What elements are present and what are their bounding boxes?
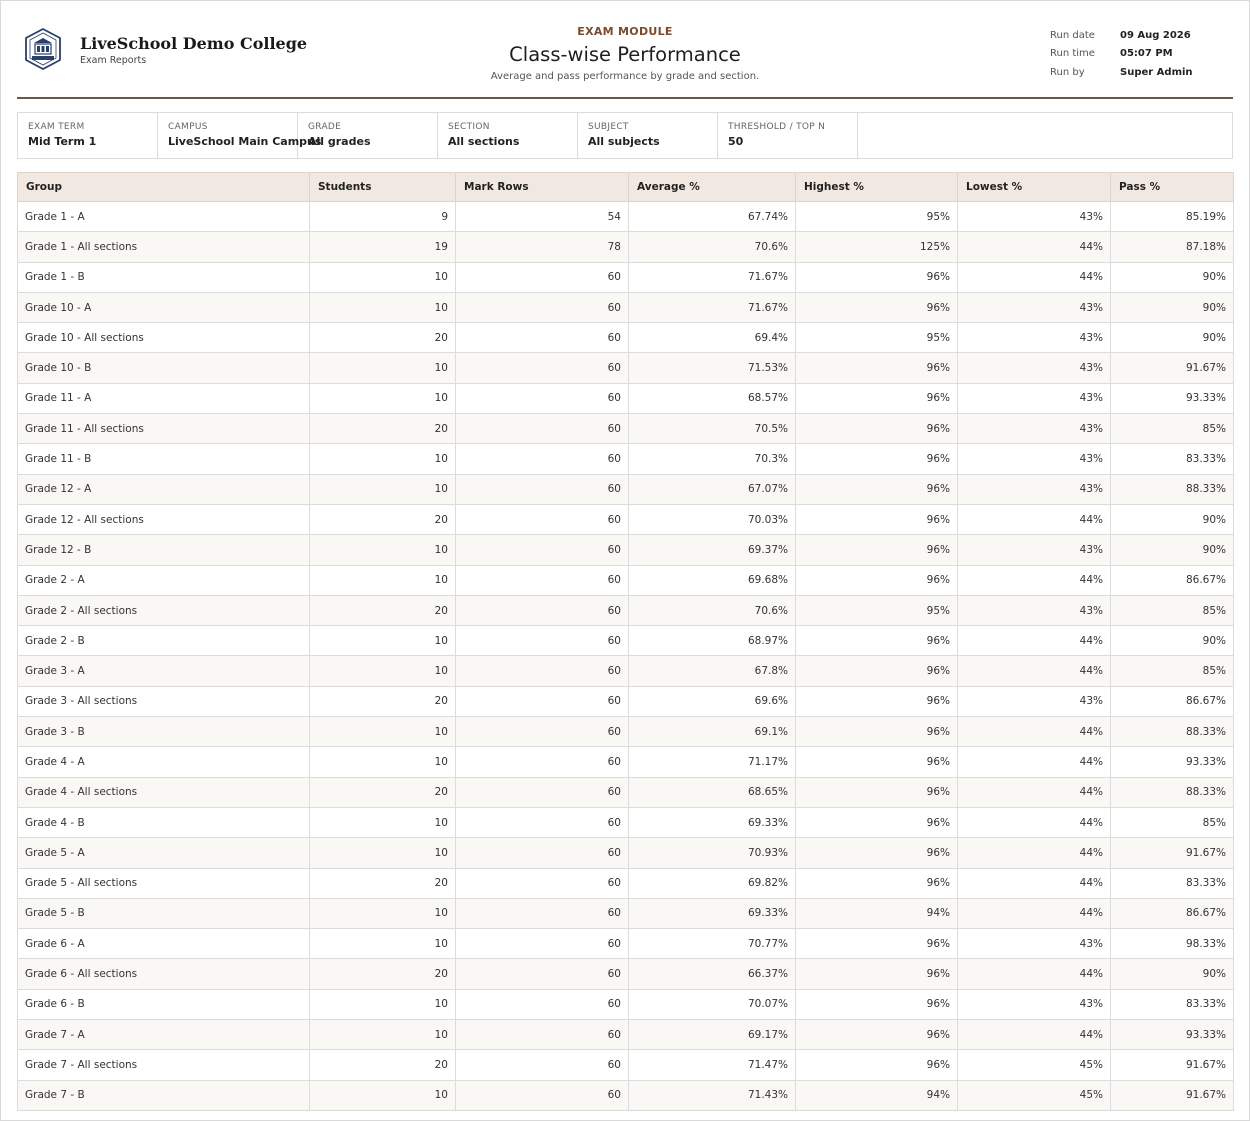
cell-lowest: 43% [958, 444, 1111, 474]
filter-threshold [718, 113, 858, 158]
cell-mark-rows: 60 [456, 535, 629, 565]
cell-highest: 96% [796, 989, 958, 1019]
cell-mark-rows: 60 [456, 262, 629, 292]
cell-highest: 96% [796, 535, 958, 565]
cell-students: 10 [310, 807, 456, 837]
cell-pass: 85% [1111, 414, 1234, 444]
cell-highest: 95% [796, 323, 958, 353]
filter-label: GRADE [308, 122, 342, 132]
module-label: EXAM MODULE [577, 25, 673, 38]
cell-highest: 96% [796, 474, 958, 504]
cell-lowest: 44% [958, 838, 1111, 868]
cell-students: 20 [310, 777, 456, 807]
cell-mark-rows: 60 [456, 868, 629, 898]
cell-mark-rows: 60 [456, 1020, 629, 1050]
run-date-value: 09 Aug 2026 [1120, 29, 1191, 41]
cell-group: Grade 12 - B [18, 535, 310, 565]
cell-lowest: 43% [958, 989, 1111, 1019]
cell-students: 10 [310, 898, 456, 928]
cell-average: 71.53% [629, 353, 796, 383]
cell-lowest: 43% [958, 323, 1111, 353]
cell-pass: 83.33% [1111, 444, 1234, 474]
table-row [18, 232, 1234, 262]
table-row [18, 202, 1234, 232]
filter-section [438, 113, 578, 158]
table-row [18, 323, 1234, 353]
cell-group: Grade 12 - All sections [18, 504, 310, 534]
cell-average: 67.07% [629, 474, 796, 504]
cell-group: Grade 11 - B [18, 444, 310, 474]
cell-lowest: 44% [958, 868, 1111, 898]
cell-lowest: 43% [958, 383, 1111, 413]
cell-lowest: 43% [958, 353, 1111, 383]
cell-lowest: 44% [958, 747, 1111, 777]
cell-pass: 90% [1111, 535, 1234, 565]
cell-lowest: 43% [958, 292, 1111, 322]
cell-mark-rows: 54 [456, 202, 629, 232]
cell-students: 20 [310, 686, 456, 716]
cell-lowest: 44% [958, 898, 1111, 928]
cell-students: 10 [310, 626, 456, 656]
cell-pass: 86.67% [1111, 686, 1234, 716]
cell-mark-rows: 60 [456, 444, 629, 474]
cell-average: 68.97% [629, 626, 796, 656]
table-row [18, 504, 1234, 534]
table-row [18, 717, 1234, 747]
cell-highest: 96% [796, 565, 958, 595]
cell-average: 68.65% [629, 777, 796, 807]
cell-group: Grade 5 - All sections [18, 868, 310, 898]
cell-group: Grade 4 - All sections [18, 777, 310, 807]
cell-highest: 96% [796, 777, 958, 807]
run-date-label: Run date [1050, 29, 1095, 41]
table-row [18, 777, 1234, 807]
run-date-row [1050, 26, 1193, 45]
cell-mark-rows: 60 [456, 383, 629, 413]
cell-group: Grade 3 - A [18, 656, 310, 686]
filter-label: SECTION [448, 122, 490, 132]
cell-highest: 96% [796, 807, 958, 837]
cell-average: 69.37% [629, 535, 796, 565]
cell-lowest: 44% [958, 565, 1111, 595]
cell-lowest: 44% [958, 262, 1111, 292]
cell-pass: 85.19% [1111, 202, 1234, 232]
cell-group: Grade 2 - All sections [18, 595, 310, 625]
cell-highest: 96% [796, 929, 958, 959]
column-header-lowest: Lowest % [958, 173, 1111, 202]
cell-average: 71.17% [629, 747, 796, 777]
cell-highest: 96% [796, 353, 958, 383]
cell-students: 10 [310, 1020, 456, 1050]
cell-highest: 96% [796, 444, 958, 474]
cell-students: 10 [310, 535, 456, 565]
cell-pass: 93.33% [1111, 747, 1234, 777]
cell-mark-rows: 60 [456, 717, 629, 747]
cell-mark-rows: 60 [456, 959, 629, 989]
run-by-label: Run by [1050, 66, 1085, 78]
cell-pass: 85% [1111, 807, 1234, 837]
cell-highest: 96% [796, 868, 958, 898]
cell-students: 10 [310, 747, 456, 777]
filter-label: THRESHOLD / TOP N [728, 122, 826, 132]
cell-lowest: 44% [958, 717, 1111, 747]
cell-group: Grade 12 - A [18, 474, 310, 504]
cell-lowest: 44% [958, 656, 1111, 686]
cell-pass: 90% [1111, 959, 1234, 989]
page-subtitle: Average and pass performance by grade and section. [490, 71, 760, 82]
filter-summary [17, 112, 1233, 159]
run-time-value: 05:07 PM [1120, 48, 1173, 60]
cell-pass: 93.33% [1111, 1020, 1234, 1050]
column-header-pass: Pass % [1111, 173, 1234, 202]
cell-average: 70.07% [629, 989, 796, 1019]
table-body [18, 202, 1234, 1111]
table-row [18, 292, 1234, 322]
filter-value: 50 [728, 135, 744, 148]
cell-pass: 86.67% [1111, 565, 1234, 595]
cell-lowest: 44% [958, 807, 1111, 837]
cell-mark-rows: 60 [456, 656, 629, 686]
cell-lowest: 44% [958, 777, 1111, 807]
filter-subject [578, 113, 718, 158]
cell-average: 70.77% [629, 929, 796, 959]
cell-lowest: 44% [958, 626, 1111, 656]
cell-highest: 96% [796, 717, 958, 747]
performance-table [17, 172, 1234, 1111]
cell-students: 10 [310, 1080, 456, 1110]
table-row [18, 1080, 1234, 1110]
performance-table-container [17, 172, 1233, 1111]
cell-group: Grade 6 - B [18, 989, 310, 1019]
table-header-row [18, 173, 1234, 202]
cell-mark-rows: 60 [456, 595, 629, 625]
table-row [18, 565, 1234, 595]
cell-mark-rows: 60 [456, 777, 629, 807]
cell-students: 10 [310, 929, 456, 959]
cell-students: 20 [310, 868, 456, 898]
cell-highest: 96% [796, 959, 958, 989]
cell-pass: 91.67% [1111, 353, 1234, 383]
college-subtitle: Exam Reports [80, 55, 147, 66]
cell-highest: 96% [796, 1020, 958, 1050]
cell-students: 10 [310, 717, 456, 747]
cell-group: Grade 7 - All sections [18, 1050, 310, 1080]
cell-average: 71.47% [629, 1050, 796, 1080]
cell-students: 10 [310, 383, 456, 413]
cell-lowest: 43% [958, 202, 1111, 232]
column-header-highest: Highest % [796, 173, 958, 202]
cell-group: Grade 5 - B [18, 898, 310, 928]
cell-average: 70.3% [629, 444, 796, 474]
cell-students: 10 [310, 989, 456, 1019]
cell-group: Grade 2 - A [18, 565, 310, 595]
cell-average: 70.93% [629, 838, 796, 868]
run-time-row [1050, 45, 1193, 64]
table-header [18, 173, 1234, 202]
filter-exam-term [18, 113, 158, 158]
cell-lowest: 43% [958, 929, 1111, 959]
cell-group: Grade 11 - A [18, 383, 310, 413]
cell-average: 71.67% [629, 292, 796, 322]
cell-mark-rows: 60 [456, 353, 629, 383]
cell-lowest: 45% [958, 1080, 1111, 1110]
cell-lowest: 43% [958, 535, 1111, 565]
column-header-average: Average % [629, 173, 796, 202]
cell-pass: 98.33% [1111, 929, 1234, 959]
cell-pass: 90% [1111, 323, 1234, 353]
filter-value: All sections [448, 135, 520, 148]
cell-group: Grade 11 - All sections [18, 414, 310, 444]
table-row [18, 626, 1234, 656]
cell-mark-rows: 60 [456, 989, 629, 1019]
cell-mark-rows: 60 [456, 898, 629, 928]
cell-group: Grade 1 - B [18, 262, 310, 292]
cell-group: Grade 6 - A [18, 929, 310, 959]
cell-mark-rows: 60 [456, 414, 629, 444]
cell-pass: 91.67% [1111, 1050, 1234, 1080]
run-time-label: Run time [1050, 48, 1095, 60]
table-row [18, 444, 1234, 474]
cell-highest: 94% [796, 898, 958, 928]
cell-highest: 96% [796, 686, 958, 716]
cell-mark-rows: 60 [456, 1050, 629, 1080]
table-row [18, 1050, 1234, 1080]
cell-mark-rows: 60 [456, 504, 629, 534]
cell-group: Grade 10 - A [18, 292, 310, 322]
cell-mark-rows: 60 [456, 474, 629, 504]
column-header-students: Students [310, 173, 456, 202]
cell-highest: 96% [796, 504, 958, 534]
cell-students: 10 [310, 444, 456, 474]
cell-mark-rows: 60 [456, 323, 629, 353]
cell-pass: 83.33% [1111, 989, 1234, 1019]
cell-mark-rows: 60 [456, 747, 629, 777]
table-row [18, 929, 1234, 959]
cell-students: 10 [310, 474, 456, 504]
filter-campus [158, 113, 322, 158]
column-header-mark-rows: Mark Rows [456, 173, 629, 202]
table-row [18, 686, 1234, 716]
cell-pass: 91.67% [1111, 838, 1234, 868]
cell-average: 71.43% [629, 1080, 796, 1110]
cell-students: 19 [310, 232, 456, 262]
table-row [18, 807, 1234, 837]
cell-highest: 95% [796, 202, 958, 232]
cell-students: 20 [310, 504, 456, 534]
report-header [17, 0, 1233, 98]
header-divider [17, 97, 1233, 99]
column-header-group: Group [18, 173, 310, 202]
cell-pass: 93.33% [1111, 383, 1234, 413]
cell-students: 20 [310, 959, 456, 989]
cell-average: 69.17% [629, 1020, 796, 1050]
cell-mark-rows: 60 [456, 929, 629, 959]
cell-lowest: 43% [958, 474, 1111, 504]
cell-students: 10 [310, 262, 456, 292]
cell-average: 71.67% [629, 262, 796, 292]
table-row [18, 414, 1234, 444]
cell-highest: 96% [796, 626, 958, 656]
table-row [18, 383, 1234, 413]
cell-highest: 96% [796, 414, 958, 444]
filter-value: All subjects [588, 135, 660, 148]
cell-highest: 96% [796, 838, 958, 868]
cell-mark-rows: 60 [456, 626, 629, 656]
run-by-value: Super Admin [1120, 66, 1193, 78]
cell-pass: 90% [1111, 262, 1234, 292]
cell-mark-rows: 60 [456, 807, 629, 837]
cell-lowest: 45% [958, 1050, 1111, 1080]
table-row [18, 1020, 1234, 1050]
table-row [18, 353, 1234, 383]
cell-pass: 88.33% [1111, 474, 1234, 504]
table-row [18, 262, 1234, 292]
filter-grade [298, 113, 438, 158]
cell-pass: 83.33% [1111, 868, 1234, 898]
cell-highest: 94% [796, 1080, 958, 1110]
cell-highest: 96% [796, 1050, 958, 1080]
filter-value: Mid Term 1 [28, 135, 97, 148]
cell-pass: 91.67% [1111, 1080, 1234, 1110]
cell-group: Grade 6 - All sections [18, 959, 310, 989]
cell-students: 20 [310, 595, 456, 625]
cell-highest: 96% [796, 262, 958, 292]
table-row [18, 959, 1234, 989]
table-row [18, 535, 1234, 565]
cell-group: Grade 4 - A [18, 747, 310, 777]
cell-mark-rows: 60 [456, 292, 629, 322]
cell-pass: 90% [1111, 626, 1234, 656]
cell-average: 69.6% [629, 686, 796, 716]
cell-pass: 87.18% [1111, 232, 1234, 262]
filter-label: SUBJECT [588, 122, 629, 132]
cell-students: 9 [310, 202, 456, 232]
cell-highest: 96% [796, 747, 958, 777]
cell-students: 20 [310, 1050, 456, 1080]
cell-pass: 90% [1111, 292, 1234, 322]
filter-label: EXAM TERM [28, 122, 85, 132]
filter-value: LiveSchool Main Campus [168, 135, 322, 148]
table-row [18, 989, 1234, 1019]
cell-group: Grade 3 - B [18, 717, 310, 747]
cell-pass: 85% [1111, 656, 1234, 686]
cell-average: 69.1% [629, 717, 796, 747]
cell-students: 10 [310, 292, 456, 322]
cell-group: Grade 7 - B [18, 1080, 310, 1110]
cell-average: 70.5% [629, 414, 796, 444]
cell-group: Grade 7 - A [18, 1020, 310, 1050]
cell-average: 69.68% [629, 565, 796, 595]
cell-pass: 86.67% [1111, 898, 1234, 928]
cell-lowest: 44% [958, 959, 1111, 989]
cell-group: Grade 10 - All sections [18, 323, 310, 353]
cell-average: 68.57% [629, 383, 796, 413]
cell-lowest: 43% [958, 414, 1111, 444]
cell-highest: 125% [796, 232, 958, 262]
table-row [18, 868, 1234, 898]
cell-pass: 85% [1111, 595, 1234, 625]
cell-average: 67.74% [629, 202, 796, 232]
cell-group: Grade 2 - B [18, 626, 310, 656]
cell-students: 10 [310, 656, 456, 686]
cell-pass: 90% [1111, 504, 1234, 534]
cell-highest: 95% [796, 595, 958, 625]
cell-lowest: 43% [958, 686, 1111, 716]
cell-average: 69.33% [629, 807, 796, 837]
cell-average: 70.6% [629, 232, 796, 262]
cell-highest: 96% [796, 292, 958, 322]
cell-group: Grade 3 - All sections [18, 686, 310, 716]
table-row [18, 838, 1234, 868]
cell-average: 69.33% [629, 898, 796, 928]
cell-average: 67.8% [629, 656, 796, 686]
cell-mark-rows: 60 [456, 1080, 629, 1110]
cell-average: 70.03% [629, 504, 796, 534]
cell-average: 69.82% [629, 868, 796, 898]
cell-pass: 88.33% [1111, 717, 1234, 747]
cell-students: 10 [310, 353, 456, 383]
run-by-row [1050, 63, 1193, 82]
cell-students: 10 [310, 565, 456, 595]
cell-mark-rows: 60 [456, 565, 629, 595]
table-row [18, 656, 1234, 686]
filter-value: All grades [308, 135, 371, 148]
cell-students: 20 [310, 323, 456, 353]
cell-group: Grade 10 - B [18, 353, 310, 383]
page-title: Class-wise Performance [509, 43, 741, 66]
table-row [18, 898, 1234, 928]
cell-group: Grade 4 - B [18, 807, 310, 837]
cell-group: Grade 1 - All sections [18, 232, 310, 262]
cell-highest: 96% [796, 383, 958, 413]
cell-highest: 96% [796, 656, 958, 686]
cell-mark-rows: 60 [456, 686, 629, 716]
filter-label: CAMPUS [168, 122, 208, 132]
table-row [18, 747, 1234, 777]
cell-pass: 88.33% [1111, 777, 1234, 807]
table-row [18, 474, 1234, 504]
cell-group: Grade 1 - A [18, 202, 310, 232]
cell-lowest: 44% [958, 504, 1111, 534]
cell-group: Grade 5 - A [18, 838, 310, 868]
college-name: LiveSchool Demo College [80, 34, 308, 53]
cell-average: 66.37% [629, 959, 796, 989]
cell-lowest: 44% [958, 232, 1111, 262]
run-metadata [1050, 26, 1193, 82]
cell-average: 69.4% [629, 323, 796, 353]
cell-students: 10 [310, 838, 456, 868]
cell-mark-rows: 60 [456, 838, 629, 868]
cell-average: 70.6% [629, 595, 796, 625]
table-row [18, 595, 1234, 625]
cell-lowest: 44% [958, 1020, 1111, 1050]
cell-students: 20 [310, 414, 456, 444]
cell-mark-rows: 78 [456, 232, 629, 262]
cell-lowest: 43% [958, 595, 1111, 625]
